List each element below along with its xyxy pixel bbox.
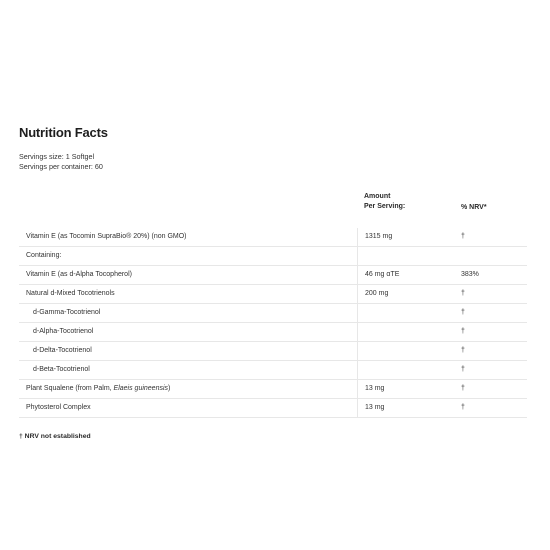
nutrient-nrv: †: [461, 328, 465, 335]
nutrient-name: [26, 380, 170, 398]
table-row: [19, 266, 527, 285]
nutrition-table: [19, 228, 527, 418]
nutrient-amount: 46 mg αTE: [357, 266, 452, 284]
nutrient-nrv: †: [461, 309, 465, 316]
nutrient-name: Phytosterol Complex: [26, 404, 91, 411]
nutrient-nrv: †: [461, 290, 465, 297]
nutrient-amount: [357, 304, 452, 322]
table-row: [19, 342, 527, 361]
servings-per-container: Servings per container: 60: [19, 162, 103, 171]
nutrient-nrv: †: [461, 404, 465, 411]
nutrient-name: Vitamin E (as d-Alpha Tocopherol): [26, 271, 132, 278]
table-row: [19, 323, 527, 342]
nutrient-name: Natural d-Mixed Tocotrienols: [26, 290, 115, 297]
table-row: [19, 304, 527, 323]
nutrient-amount: [357, 323, 452, 341]
nutrient-name-prefix: Plant Squalene (from Palm,: [26, 385, 114, 392]
table-row: [19, 399, 527, 418]
nutrient-amount: 1315 mg: [357, 228, 452, 246]
nutrient-amount: [357, 361, 452, 379]
nutrient-name: d-Beta-Tocotrienol: [33, 366, 90, 373]
nutrient-amount: [357, 342, 452, 360]
table-row: [19, 361, 527, 380]
footnote: † NRV not established: [19, 433, 91, 440]
nutrient-name: d-Delta-Tocotrienol: [33, 347, 92, 354]
nutrient-amount: [357, 247, 452, 265]
table-header: [19, 192, 531, 228]
nutrient-name: Vitamin E (as Tocomin SupraBio® 20%) (non GMO): [26, 233, 187, 240]
amount-header-line1: Amount: [364, 193, 391, 200]
table-row: [19, 247, 527, 266]
nutrient-nrv: †: [461, 233, 465, 240]
nutrient-amount: 13 mg: [357, 399, 452, 417]
amount-header-line2: Per Serving:: [364, 203, 406, 210]
table-row: [19, 380, 527, 399]
nutrient-nrv: †: [461, 347, 465, 354]
serving-size: Servings size: 1 Softgel: [19, 152, 95, 161]
nutrient-name-species: Elaeis guineensis: [113, 385, 169, 392]
page-title: Nutrition Facts: [19, 125, 108, 140]
nutrient-name-suffix: ): [168, 385, 171, 392]
nutrient-amount: 200 mg: [357, 285, 452, 303]
nutrient-name: d-Alpha-Tocotrienol: [33, 328, 94, 335]
amount-header: [364, 192, 405, 212]
table-row: [19, 228, 527, 247]
nutrient-nrv: †: [461, 385, 465, 392]
nutrient-nrv: †: [461, 366, 465, 373]
nutrient-nrv: 383%: [461, 271, 479, 278]
nutrition-facts-panel: [19, 124, 531, 442]
nrv-header: % NRV*: [461, 204, 487, 211]
nutrient-name: d-Gamma-Tocotrienol: [33, 309, 101, 316]
nutrient-name: Containing:: [26, 252, 62, 259]
table-row: [19, 285, 527, 304]
nutrient-amount: 13 mg: [357, 380, 452, 398]
